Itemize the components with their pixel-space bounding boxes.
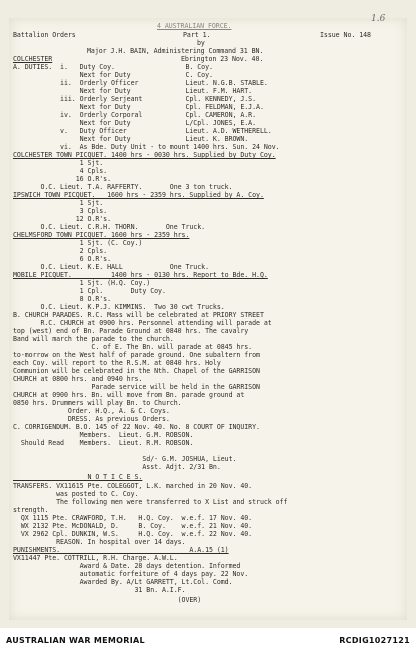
- order-line: Members. Lieut. G.M. ROBSON.: [13, 431, 194, 439]
- order-line: v. Duty Officer Lieut. A.D. WETHERELL.: [13, 127, 272, 135]
- camp-date: Ebrington 23 Nov. 40.: [181, 55, 264, 63]
- notice-line: VX11447 Pte. COTTRILL, R.H. Charge. A.W.L.: [13, 554, 178, 562]
- picquet-heading: IPSWICH TOWN PICQUET. 1600 hrs - 2359 hrs. Supplied by A. Coy.: [13, 191, 264, 199]
- order-line: C. of E. The Bn. will parade at 0845 hrs.: [13, 343, 253, 351]
- archive-name: AUSTRALIAN WAR MEMORIAL: [6, 636, 145, 645]
- order-line: each Coy. will report to the R.S.M. at 0840 hrs. Holy: [13, 359, 221, 367]
- order-line: to-morrow on the West half of parade ground. One subaltern from: [13, 351, 260, 359]
- notice-line: was posted to C. Coy.: [13, 490, 139, 498]
- order-line: CHURCH at 0800 hrs. and 0940 hrs.: [13, 375, 143, 383]
- archive-id: RCDIG1027121: [339, 636, 410, 645]
- notice-line: REASON. In hospital over 14 days.: [13, 538, 186, 546]
- notice-line: WX 2132 Pte. McDONALD, D. B. Coy. w.e.f. 21 Nov. 40.: [13, 522, 253, 530]
- order-line: O.C. Lieut. K.P.J. KIMMINS. Two 30 cwt Trucks.: [13, 303, 225, 311]
- issue-number: Issue No. 148: [320, 31, 371, 39]
- order-line: 1 Sjt. (H.Q. Coy.): [13, 279, 151, 287]
- order-line: 3 Cpls.: [13, 207, 108, 215]
- order-line: 8 O.R's.: [13, 295, 111, 303]
- order-line: A. DUTIES. i. Duty Coy. B. Coy.: [13, 63, 213, 71]
- notice-line: 31 Bn. A.I.F.: [13, 586, 186, 594]
- notice-line: VX 2962 Cpl. DUNKIN, W.S. H.Q. Coy. w.e.f. 22 Nov. 40.: [13, 530, 253, 538]
- order-line: 1 Sjt. (C. Coy.): [13, 239, 143, 247]
- order-line: O.C. Lieut. K.E. HALL One Truck.: [13, 263, 209, 271]
- over-marker: (OVER): [13, 596, 202, 604]
- order-line: 1 Cpl. Duty Coy.: [13, 287, 166, 295]
- order-line: Should Read Members. Lieut. R.M. ROBSON.: [13, 439, 194, 447]
- battalion-orders-label: Battalion Orders: [13, 31, 76, 39]
- picquet-heading: MOBILE PICQUET. 1400 hrs - 0130 hrs. Report to Bde. H.Q.: [13, 271, 268, 279]
- notice-line: Awarded By. A/Lt GARRETT, Lt.Col. Comd.: [13, 578, 233, 586]
- order-line: 12 O.R's.: [13, 215, 111, 223]
- order-line: 4 Cpls.: [13, 167, 108, 175]
- notices-heading: N O T I C E S.: [13, 473, 143, 481]
- document-title: 4 AUSTRALIAN FORCE.: [157, 22, 232, 30]
- notice-line: QX 1115 Pte. CRAWFORD, T.H. H.Q. Coy. w.e.f. 17 Nov. 40.: [13, 514, 253, 522]
- picquet-heading: COLCHESTER TOWN PICQUET. 1400 hrs - 0030 hrs. Supplied by Duty Coy.: [13, 151, 276, 159]
- order-line: top (west) end of Bn. Parade Ground at 0840 hrs. The cavalry: [13, 327, 249, 335]
- order-line: iv. Orderly Corporal Cpl. CAMERON, A.R.: [13, 111, 257, 119]
- order-line: 0850 hrs. Drummers will play Bn. to Church.: [13, 399, 182, 407]
- handwritten-number: 1.6: [371, 14, 386, 24]
- notice-line: PUNISHMENTS. A.A.15 (1): [13, 546, 229, 554]
- order-line: Parade service will be held in the GARRISON: [13, 383, 260, 391]
- notice-line: automatic forfeiture of 4 days pay. 22 Nov.: [13, 570, 249, 578]
- order-line: Next for Duty C. Coy.: [13, 71, 213, 79]
- order-line: O.C. Lieut. T.A. RAFFERTY. One 3 ton truck.: [13, 183, 233, 191]
- order-line: 2 Cpls.: [13, 247, 108, 255]
- commander-line: Major J.H. BAIN, Administering Command 31 BN.: [87, 47, 264, 55]
- part-label: Part 1.: [183, 31, 211, 39]
- document-sheet: [9, 14, 407, 620]
- order-line: Next for Duty Lieut. F.M. HART.: [13, 87, 253, 95]
- picquet-heading: CHELMSFORD TOWN PICQUET. 1600 hrs - 2359 hrs.: [13, 231, 190, 239]
- order-line: Next for Duty Lieut. K. BROWN.: [13, 135, 249, 143]
- order-line: O.C. Lieut. C.R.H. THORN. One Truck.: [13, 223, 206, 231]
- order-line: iii. Orderly Serjeant Cpl. KENNEDY, J.S.: [13, 95, 257, 103]
- order-line: Communion will be celebrated in the Nth. Chapel of the GARRISON: [13, 367, 260, 375]
- section-title: COLCHESTER: [13, 55, 53, 63]
- notice-line: The following men were transferred to X List and struck off: [13, 498, 288, 506]
- order-line: 1 Sjt.: [13, 199, 104, 207]
- order-line: 16 O.R's.: [13, 175, 111, 183]
- signature-line: Sd/- G.M. JOSHUA, Lieut.: [13, 455, 237, 463]
- notice-line: Award & Date. 28 days detention. Informed: [13, 562, 241, 570]
- order-line: CHURCH at 0900 hrs. Bn. will move from Bn. parade ground at: [13, 391, 245, 399]
- by-label: by: [197, 39, 205, 47]
- order-line: Band will march the parade to the church.: [13, 335, 174, 343]
- section-heading: C. CORRIGENDUM. B.O. 145 of 22 Nov. 40. No. 8 COURT OF INQUIRY.: [13, 423, 260, 431]
- section-heading: B. CHURCH PARADES. R.C. Mass will be celebrated at PRIORY STREET: [13, 311, 264, 319]
- order-line: DRESS. As previous Orders.: [13, 415, 170, 423]
- archive-footer: [0, 628, 416, 654]
- notice-line: TRANSFERS. VX11615 Pte. COLEGGOT, L.K. marched in 20 Nov. 40.: [13, 482, 253, 490]
- order-line: ii. Orderly Officer Lieut. N.G.B. STABLE.: [13, 79, 268, 87]
- order-line: Next for Duty Cpl. FELDMAN, E.J.A.: [13, 103, 264, 111]
- order-line: Next for Duty L/Cpl. JONES, E.A.: [13, 119, 257, 127]
- order-line: 1 Sjt.: [13, 159, 104, 167]
- order-line: vi. As Bde. Duty Unit - to mount 1400 hrs. Sun. 24 Nov.: [13, 143, 280, 151]
- notice-line: strength.: [13, 506, 49, 514]
- order-line: 6 O.R's.: [13, 255, 111, 263]
- signature-title: Asst. Adjt. 2/31 Bn.: [13, 463, 221, 471]
- order-line: Order. H.Q., A. & C. Coys.: [13, 407, 170, 415]
- order-line: R.C. CHURCH at 0900 hrs. Personnel attending will parade at: [13, 319, 272, 327]
